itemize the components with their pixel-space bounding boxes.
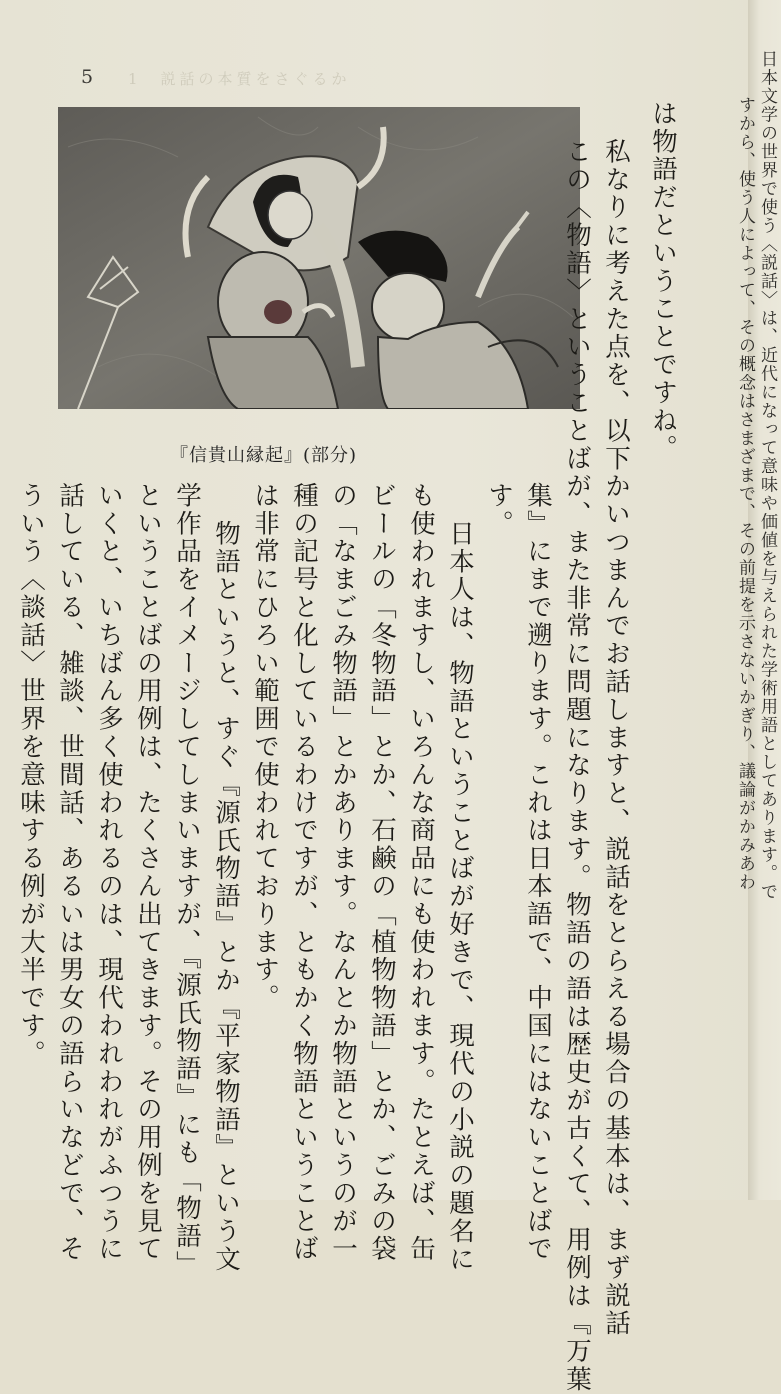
text-column-17: ういう〈談話〉世界を意味する例が大半です。: [16, 482, 46, 1068]
page-number: 5: [81, 66, 94, 88]
text-column-1: は物語だということですね。: [648, 100, 678, 463]
text-column-14: ということばの用例は、たくさん出てきます。その用例を見て: [133, 482, 163, 1264]
text-column-8: ビールの「冬物語」とか、石鹸の「植物物語」とか、ごみの袋: [367, 482, 397, 1264]
text-column-12: 物語というと、すぐ『源氏物語』とか『平家物語』という文: [211, 520, 241, 1274]
text-column-5: す。: [484, 482, 514, 538]
facing-page-text-1: 日本文学の世界で使う〈説話〉は、近代になって意味や価値を与えられた学術用語としてあります。で: [757, 50, 777, 901]
text-column-7: も使われますし、いろんな商品にも使われます。たとえば、缶: [406, 482, 436, 1264]
text-column-4: 集』にまで遡ります。これは日本語で、中国にはないことばで: [523, 482, 553, 1264]
text-column-6: 日本人は、物語ということばが好きで、現代の小説の題名に: [445, 520, 475, 1274]
facing-page-text-2: すから、使う人によって、その概念はさまざまで、その前提を示さないかぎり、議論がかみあわ: [735, 96, 755, 892]
running-head: 1 説話の本質をさぐるか: [128, 70, 351, 88]
text-column-10: 種の記号と化しているわけですが、ともかく物語ということば: [289, 482, 319, 1264]
illustration-shigisan-engi: [58, 107, 580, 409]
figure-caption: 『信貴山縁起』(部分): [170, 445, 358, 466]
text-column-3: この〈物語〉ということばが、また非常に問題になります。物語の語は歴史が古くて、用例は『万葉: [562, 138, 592, 1394]
text-column-2: 私なりに考えた点を、以下かいつまんでお話しますと、説話をとらえる場合の基本は、まず説話: [601, 138, 631, 1338]
text-column-16: 話している、雑談、世間話、あるいは男女の語らいなどで、そ: [55, 482, 85, 1264]
text-column-11: は非常にひろい範囲で使われております。: [250, 482, 280, 1013]
text-column-13: 学作品をイメージしてしまいますが、『源氏物語』にも「物語」: [172, 482, 202, 1279]
text-column-15: いくと、いちばん多く使われるのは、現代われわれがふつうに: [94, 482, 124, 1264]
text-column-9: の「なまごみ物語」とかあります。なんとか物語というのが一: [328, 482, 358, 1264]
scroll-painting-image: [58, 107, 580, 409]
